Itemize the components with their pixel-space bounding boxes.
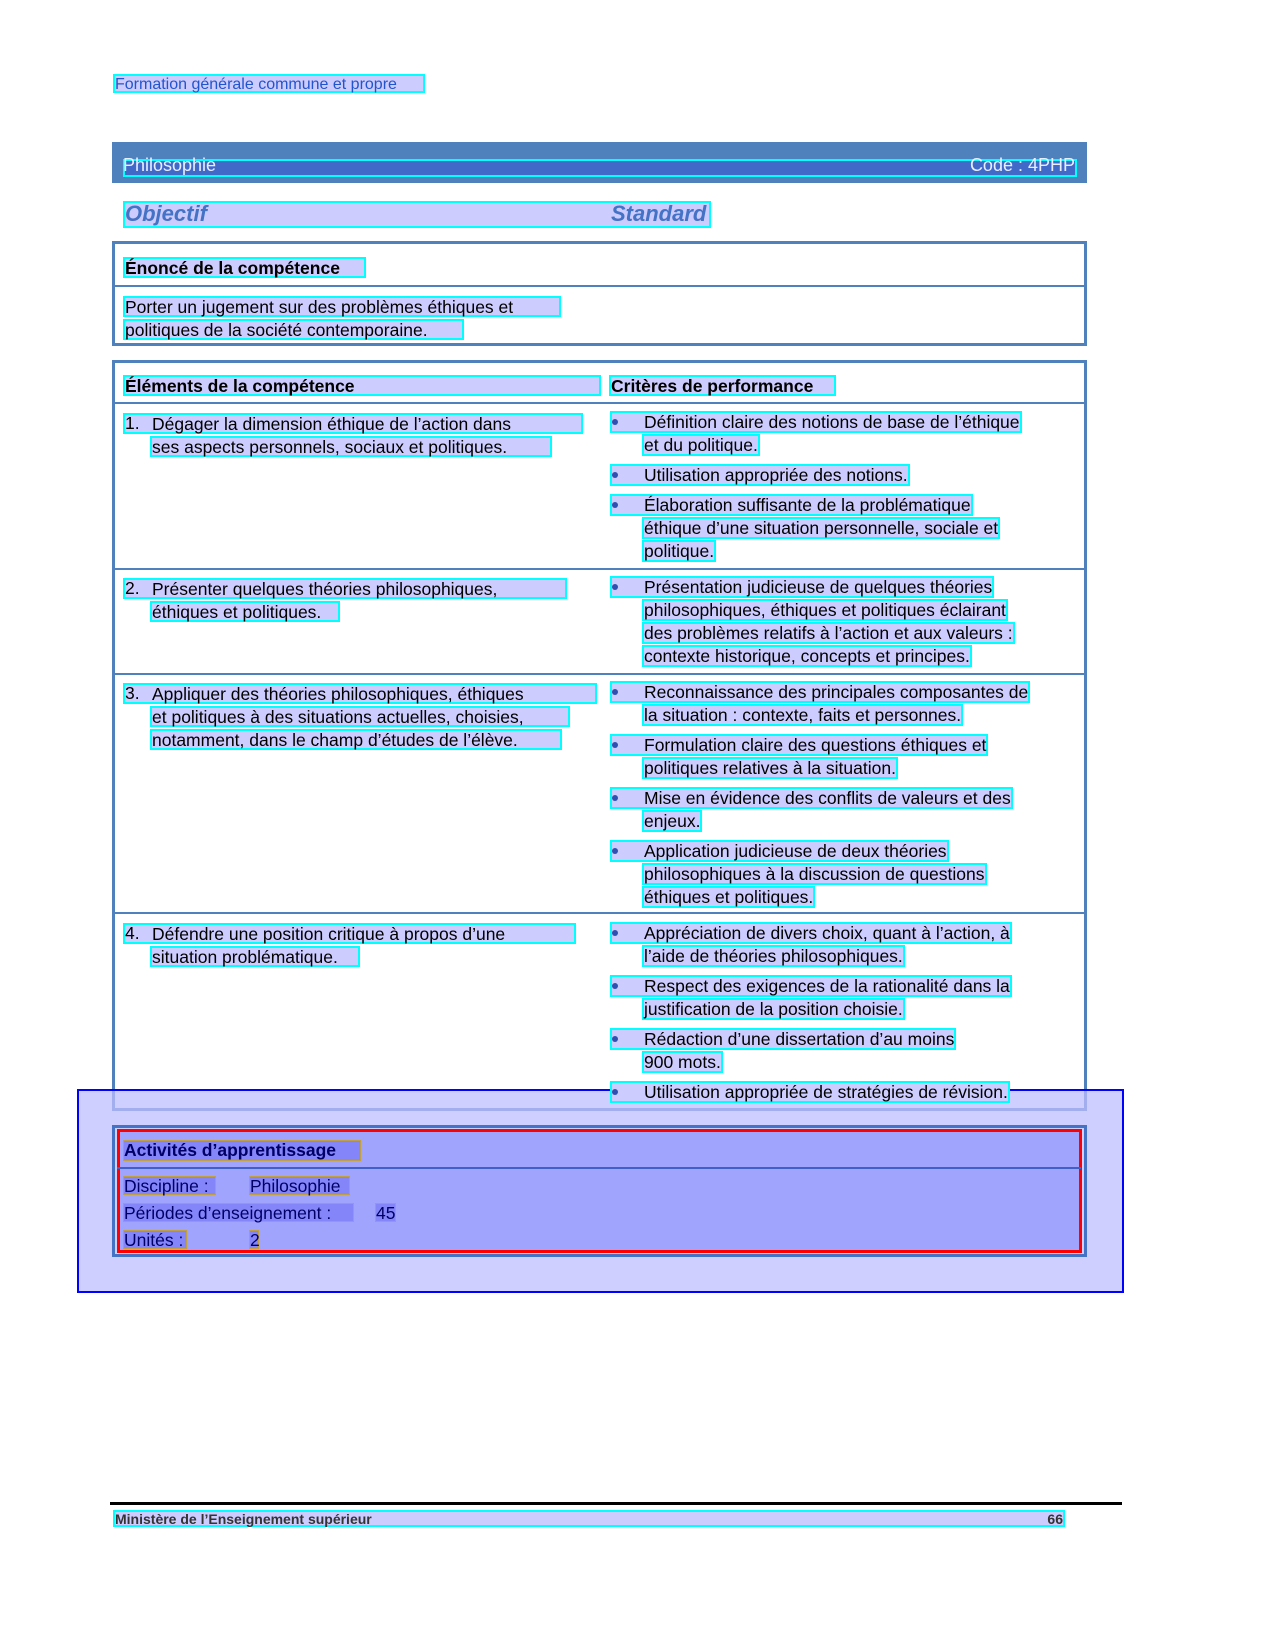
divider bbox=[114, 568, 1085, 570]
periodes-value: 45 bbox=[376, 1203, 396, 1223]
footer-page-number: 66 bbox=[1047, 1511, 1063, 1527]
course-title: Philosophie bbox=[123, 155, 217, 175]
divider bbox=[114, 912, 1085, 914]
element-number: 3. bbox=[125, 683, 140, 703]
standard-label: Standard bbox=[611, 201, 707, 226]
divider bbox=[114, 285, 1085, 287]
running-header: Formation générale commune et propre bbox=[113, 74, 425, 93]
criterion-line: Présentation judicieuse de quelques théories bbox=[610, 576, 994, 598]
periodes-label: Périodes d’enseignement : bbox=[123, 1203, 354, 1222]
criterion-line: des problèmes relatifs à l’action et aux valeurs : bbox=[644, 623, 1013, 643]
course-code: Code : 4PHP bbox=[969, 155, 1075, 175]
enonce-line: politiques de la société contemporaine. bbox=[123, 319, 464, 340]
activites-heading: Activités d’apprentissage bbox=[123, 1140, 361, 1161]
criterion-line: politique. bbox=[644, 541, 715, 561]
element-line: Appliquer des théories philosophiques, éthiques bbox=[123, 683, 597, 704]
criterion-line: et du politique. bbox=[644, 435, 758, 455]
objectif-label: Objectif bbox=[125, 201, 207, 226]
element-number: 1. bbox=[125, 413, 140, 433]
element-line: ses aspects personnels, sociaux et politiques. bbox=[150, 436, 552, 457]
criterion-line: Définition claire des notions de base de l’éthique bbox=[610, 411, 1022, 433]
criterion-line: la situation : contexte, faits et personnes. bbox=[644, 705, 962, 725]
criterion-line: Utilisation appropriée des notions. bbox=[610, 464, 910, 486]
divider bbox=[114, 402, 1085, 404]
criterion-line: Appréciation de divers choix, quant à l’action, à bbox=[610, 922, 1012, 944]
criterion-line: politiques relatives à la situation. bbox=[644, 758, 896, 778]
elements-heading: Éléments de la compétence bbox=[123, 375, 601, 396]
enonce-line: Porter un jugement sur des problèmes éthiques et bbox=[123, 296, 561, 317]
criterion-line: philosophiques à la discussion de questions bbox=[644, 864, 985, 884]
discipline-label: Discipline : bbox=[123, 1176, 216, 1195]
unites-label: Unités : bbox=[123, 1230, 187, 1249]
element-line: notamment, dans le champ d’études de l’élève. bbox=[150, 729, 562, 750]
divider bbox=[117, 1167, 1081, 1169]
element-number: 2. bbox=[125, 578, 140, 598]
criterion-line: Application judicieuse de deux théories bbox=[610, 840, 949, 862]
criterion-line: éthiques et politiques. bbox=[644, 887, 814, 907]
divider bbox=[114, 673, 1085, 675]
element-number: 4. bbox=[125, 923, 140, 943]
criterion-line: Élaboration suffisante de la problématique bbox=[610, 494, 973, 516]
element-line: situation problématique. bbox=[150, 946, 360, 967]
criterion-line: 900 mots. bbox=[644, 1052, 721, 1072]
element-line: éthiques et politiques. bbox=[150, 601, 340, 622]
criterion-line: Reconnaissance des principales composantes de bbox=[610, 681, 1030, 703]
element-line: et politiques à des situations actuelles, choisies, bbox=[150, 706, 570, 727]
criterion-line: Respect des exigences de la rationalité dans la bbox=[610, 975, 1012, 997]
criterion-line: Utilisation appropriée de stratégies de révision. bbox=[610, 1081, 1010, 1103]
criterion-line: contexte historique, concepts et principes. bbox=[644, 646, 970, 666]
enonce-heading: Énoncé de la compétence bbox=[123, 257, 366, 278]
criteria-heading: Critères de performance bbox=[609, 375, 836, 396]
criterion-line: éthique d’une situation personnelle, sociale et bbox=[644, 518, 999, 538]
course-banner bbox=[112, 142, 1087, 183]
criterion-line: philosophiques, éthiques et politiques éclairant bbox=[644, 600, 1006, 620]
criterion-line: Rédaction d’une dissertation d’au moins bbox=[610, 1028, 956, 1050]
criterion-line: Formulation claire des questions éthiques et bbox=[610, 734, 988, 756]
criterion-line: justification de la position choisie. bbox=[644, 999, 903, 1019]
column-labels bbox=[123, 201, 711, 228]
element-line: Dégager la dimension éthique de l’action dans bbox=[123, 413, 583, 434]
criterion-line: Mise en évidence des conflits de valeurs et des bbox=[610, 787, 1013, 809]
footer-rule bbox=[110, 1502, 1122, 1505]
element-line: Défendre une position critique à propos d’une bbox=[123, 923, 576, 944]
footer bbox=[113, 1510, 1065, 1527]
criterion-line: enjeux. bbox=[644, 811, 701, 831]
discipline-value: Philosophie bbox=[249, 1176, 350, 1195]
element-line: Présenter quelques théories philosophiques, bbox=[123, 578, 567, 599]
footer-ministry: Ministère de l’Enseignement supérieur bbox=[115, 1511, 372, 1527]
unites-value: 2 bbox=[250, 1230, 260, 1250]
elements-box bbox=[112, 360, 1087, 1111]
criterion-line: l’aide de théories philosophiques. bbox=[644, 946, 903, 966]
